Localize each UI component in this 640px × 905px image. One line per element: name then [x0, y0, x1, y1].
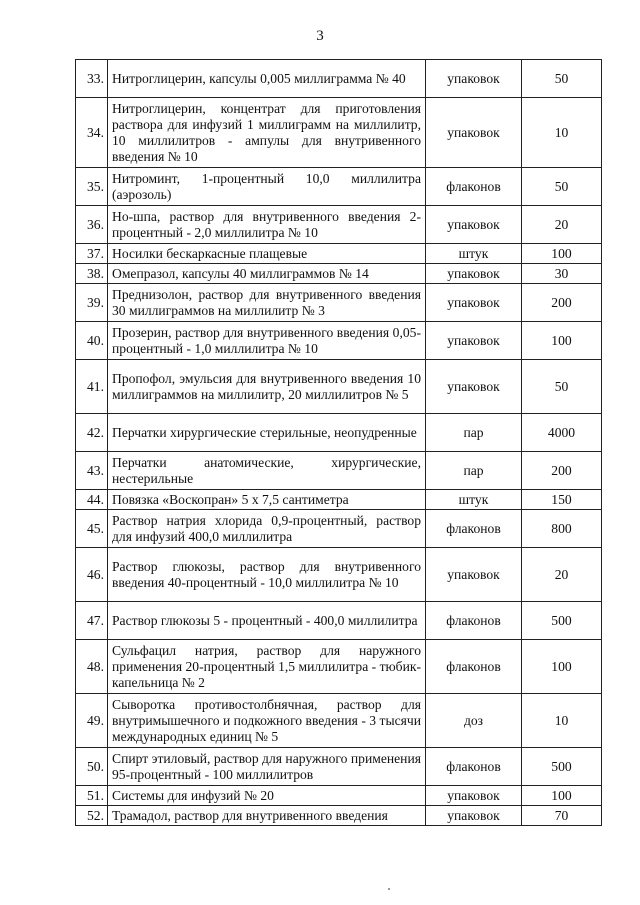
row-number: 33. [76, 60, 108, 98]
item-quantity: 200 [522, 452, 602, 490]
table-row [76, 360, 602, 414]
item-quantity: 20 [522, 548, 602, 602]
row-number: 38. [76, 264, 108, 284]
item-unit: упаковок [426, 360, 522, 414]
item-unit: штук [426, 490, 522, 510]
table-row [76, 244, 602, 264]
item-unit: флаконов [426, 640, 522, 694]
row-number: 36. [76, 206, 108, 244]
item-unit: упаковок [426, 264, 522, 284]
item-quantity: 100 [522, 244, 602, 264]
item-name: Спирт этиловый, раствор для наружного применения 95-процентный - 100 миллилитров [108, 748, 426, 786]
item-name: Нитроминт, 1-процентный 10,0 миллилитра (аэрозоль) [108, 168, 426, 206]
table-row [76, 168, 602, 206]
item-name: Преднизолон, раствор для внутривенного введения 30 миллиграммов на миллилитр № 3 [108, 284, 426, 322]
table-row [76, 264, 602, 284]
item-name: Перчатки анатомические, хирургические, нестерильные [108, 452, 426, 490]
table-row [76, 806, 602, 826]
row-number: 39. [76, 284, 108, 322]
item-quantity: 70 [522, 806, 602, 826]
item-quantity: 50 [522, 168, 602, 206]
row-number: 41. [76, 360, 108, 414]
table-row [76, 694, 602, 748]
table-row [76, 602, 602, 640]
item-name: Повязка «Воскопран» 5 х 7,5 сантиметра [108, 490, 426, 510]
table-row [76, 206, 602, 244]
item-quantity: 200 [522, 284, 602, 322]
item-unit: флаконов [426, 748, 522, 786]
item-name: Раствор натрия хлорида 0,9-процентный, раствор для инфузий 400,0 миллилитра [108, 510, 426, 548]
item-quantity: 10 [522, 98, 602, 168]
table-row [76, 452, 602, 490]
item-name: Раствор глюкозы 5 - процентный - 400,0 миллилитра [108, 602, 426, 640]
item-unit: флаконов [426, 602, 522, 640]
item-quantity: 50 [522, 360, 602, 414]
row-number: 51. [76, 786, 108, 806]
item-quantity: 100 [522, 640, 602, 694]
supply-table-body [76, 60, 602, 826]
item-name: Сульфацил натрия, раствор для наружного применения 20-процентный 1,5 миллилитра - тюбик-капельница № 2 [108, 640, 426, 694]
item-name: Трамадол, раствор для внутривенного введения [108, 806, 426, 826]
item-name: Системы для инфузий № 20 [108, 786, 426, 806]
row-number: 48. [76, 640, 108, 694]
item-quantity: 150 [522, 490, 602, 510]
table-row [76, 640, 602, 694]
row-number: 50. [76, 748, 108, 786]
row-number: 45. [76, 510, 108, 548]
item-unit: упаковок [426, 98, 522, 168]
item-quantity: 100 [522, 322, 602, 360]
item-quantity: 800 [522, 510, 602, 548]
item-unit: флаконов [426, 168, 522, 206]
row-number: 43. [76, 452, 108, 490]
item-name: Раствор глюкозы, раствор для внутривенного введения 40-процентный - 10,0 миллилитра № 10 [108, 548, 426, 602]
item-name: Нитроглицерин, капсулы 0,005 миллиграмма № 40 [108, 60, 426, 98]
item-name: Сыворотка противостолбнячная, раствор для внутримышечного и подкожного введения - 3 тысячи международных единиц № 5 [108, 694, 426, 748]
item-quantity: 10 [522, 694, 602, 748]
table-row [76, 548, 602, 602]
table-row [76, 98, 602, 168]
item-name: Носилки бескаркасные плащевые [108, 244, 426, 264]
item-quantity: 500 [522, 602, 602, 640]
item-unit: упаковок [426, 786, 522, 806]
table-row [76, 322, 602, 360]
item-unit: упаковок [426, 322, 522, 360]
table-row [76, 60, 602, 98]
item-unit: упаковок [426, 284, 522, 322]
item-unit: упаковок [426, 206, 522, 244]
item-name: Омепразол, капсулы 40 миллиграммов № 14 [108, 264, 426, 284]
item-quantity: 30 [522, 264, 602, 284]
row-number: 42. [76, 414, 108, 452]
item-name: Пропофол, эмульсия для внутривенного введения 10 миллиграммов на миллилитр, 20 миллилитров № 5 [108, 360, 426, 414]
row-number: 35. [76, 168, 108, 206]
table-row [76, 284, 602, 322]
table-row [76, 490, 602, 510]
table-row [76, 510, 602, 548]
item-unit: пар [426, 414, 522, 452]
item-quantity: 4000 [522, 414, 602, 452]
supply-table [75, 59, 602, 826]
item-unit: доз [426, 694, 522, 748]
row-number: 49. [76, 694, 108, 748]
item-name: Прозерин, раствор для внутривенного введения 0,05-процентный - 1,0 миллилитра № 10 [108, 322, 426, 360]
item-name: Перчатки хирургические стерильные, неопудренные [108, 414, 426, 452]
item-unit: флаконов [426, 510, 522, 548]
row-number: 52. [76, 806, 108, 826]
row-number: 37. [76, 244, 108, 264]
item-unit: штук [426, 244, 522, 264]
row-number: 40. [76, 322, 108, 360]
item-quantity: 20 [522, 206, 602, 244]
item-quantity: 500 [522, 748, 602, 786]
item-quantity: 100 [522, 786, 602, 806]
row-number: 44. [76, 490, 108, 510]
item-quantity: 50 [522, 60, 602, 98]
item-unit: упаковок [426, 60, 522, 98]
page-number: 3 [316, 28, 324, 44]
table-row [76, 414, 602, 452]
item-unit: упаковок [426, 548, 522, 602]
row-number: 34. [76, 98, 108, 168]
item-unit: пар [426, 452, 522, 490]
item-name: Но-шпа, раствор для внутривенного введения 2-процентный - 2,0 миллилитра № 10 [108, 206, 426, 244]
item-name: Нитроглицерин, концентрат для приготовления раствора для инфузий 1 миллиграмм на миллилитр, 10 миллилитров - ампулы для внутривенного введения № 10 [108, 98, 426, 168]
table-row [76, 786, 602, 806]
row-number: 47. [76, 602, 108, 640]
table-row [76, 748, 602, 786]
item-unit: упаковок [426, 806, 522, 826]
scan-dot [388, 888, 390, 890]
row-number: 46. [76, 548, 108, 602]
